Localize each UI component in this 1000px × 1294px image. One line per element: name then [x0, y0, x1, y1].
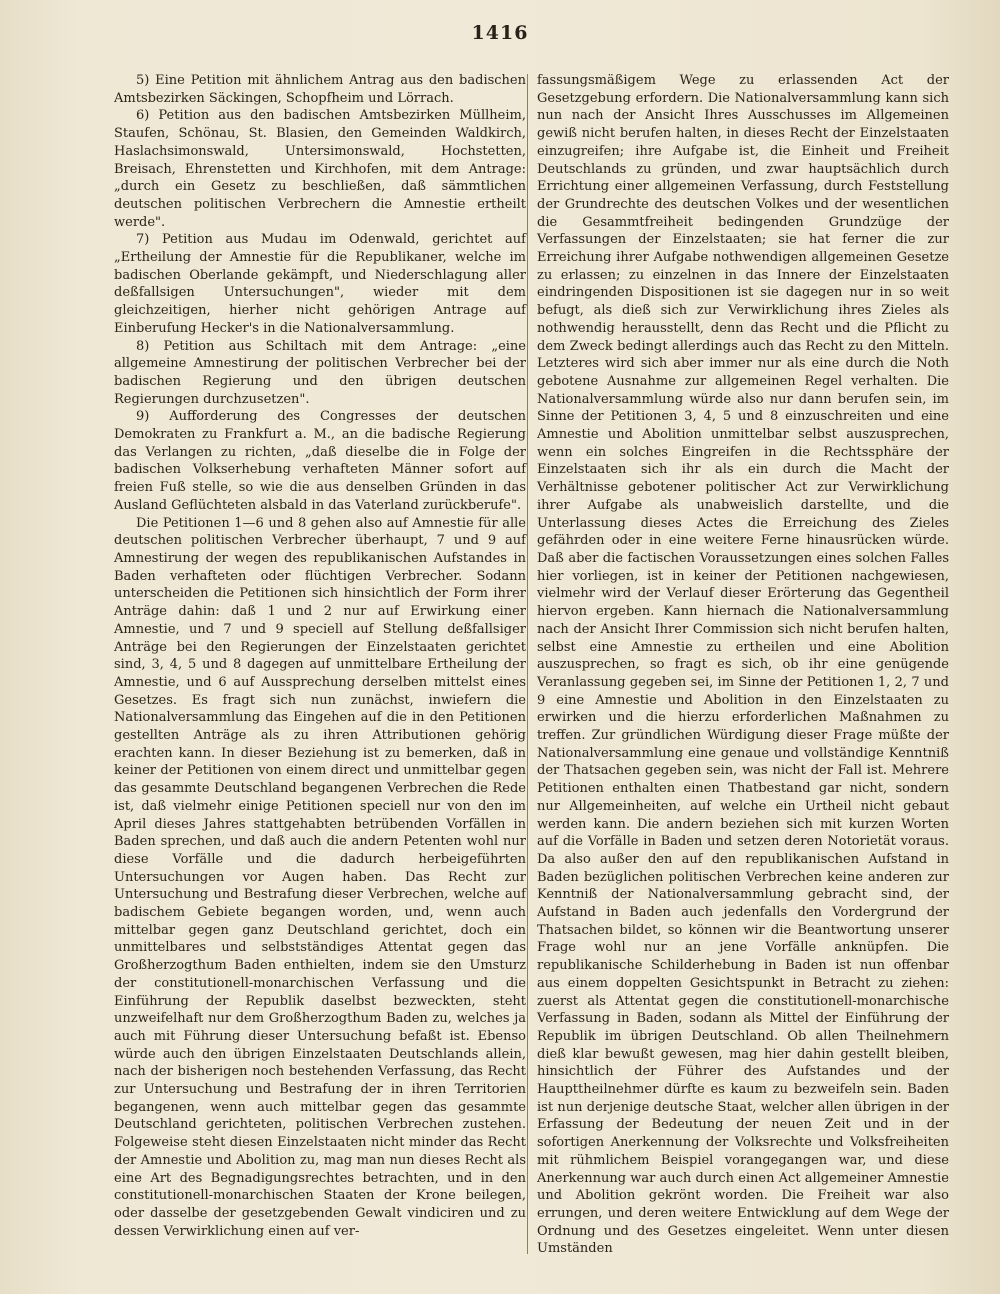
paragraph: 5) Eine Petition mit ähnlichem Antrag aus den badischen Amtsbezirken Säckingen, Schopfheim und Lörrach.	[114, 73, 526, 106]
paragraph: fassungsmäßigem Wege zu erlassenden Act der Gesetzgebung erfordern. Die Nationalversammlung kann sich nun nach der Ansicht Ihres Ausschusses im Allgemeinen gewiß nicht berufen halten, in dieses Recht der Einzelstaaten einzugreifen; ihre Aufgabe ist, die Einheit und Freiheit Deutschlands zu gründen, und zwar hauptsächlich durch Errichtung einer allgemeinen Verfassung, durch Feststellung der Grundrechte des deutschen Volkes und der wesentlichen die Gesammtfreiheit bedingenden Grundzüge der Verfassungen der Einzelstaaten; sie hat ferner die zur Erreichung ihrer Aufgabe nothwendigen allgemeinen Gesetze zu erlassen; zu einzelnen in das Innere der Einzelstaaten eindringenden Dispositionen ist sie dagegen nur in so weit befugt, als dieß sich zur Verwirklichung ihres Zieles als nothwendig herausstellt, denn das Recht und die Pflicht zu dem Zweck bedingt allerdings auch das Recht zu den Mitteln. Letzteres wird sich aber immer nur als eine durch die Noth gebotene Ausnahme zur allgemeinen Regel verhalten. Die Nationalversammlung würde also nur dann berufen sein, im Sinne der Petitionen 3, 4, 5 und 8 einzuschreiten und eine Amnestie und Abolition unmittelbar selbst auszusprechen, wenn ein solches Eingreifen in die Rechtssphäre der Einzelstaaten sich ihr als ein durch die Macht der Verhältnisse gebotener politischer Act zur Verwirklichung ihrer Aufgabe als unabweislich darstellte, und die Unterlassung dieses Actes die Erreichung des Zieles gefährden oder in eine weitere Ferne hinausrücken würde. Daß aber die factischen Voraussetzungen eines solchen Falles hier vorliegen, ist in keiner der Petitionen nachgewiesen, vielmehr wird der Verlauf dieser Erörterung das Gegentheil hiervon ergeben. Kann hiernach die Nationalversammlung nach der Ansicht Ihrer Commission sich nicht berufen halten, selbst eine Amnestie zu ertheilen und eine Abolition auszusprechen, so fragt es sich, ob ihr eine genügende Veranlassung gegeben sei, im Sinne der Petitionen 1, 2, 7 und 9 eine Amnestie und Abolition in den Einzelstaaten zu erwirken und die hierzu erforderlichen Maßnahmen zu treffen. Zur gründlichen Würdigung dieser Frage müßte der Nationalversammlung eine genaue und vollständige Kenntniß der Thatsachen gegeben sein, was nicht der Fall ist. Mehrere Petitionen enthalten einen Thatbestand gar nicht, sondern nur Allgemeinheiten, auf welche ein Urtheil nicht gebaut werden kann. Die andern beziehen sich mit kurzen Worten auf die Vorfälle in Baden und setzen deren Notorietät voraus. Da also außer den auf den republikanischen Aufstand in Baden bezüglichen politischen Verbrechen keine anderen zur Kenntniß der Nationalversammlung gebracht sind, der Aufstand in Baden auch jedenfalls den Vordergrund der Thatsachen bildet, so können wir die Beantwortung unserer Frage wohl nur an jene Vorfälle anknüpfen. Die republikanische Schilderhebung in Baden ist nun offenbar aus einem doppelten Gesichtspunkt in Betracht zu ziehen: zuerst als Attentat gegen die constitutionell-monarchische Verfassung in Baden, sodann als Mittel der Einführung der Republik im übrigen Deutschland. Ob allen Theilnehmern dieß klar bewußt gewesen, mag hier dahin gestellt bleiben, hinsichtlich der Führer des Aufstandes und der Haupttheilnehmer dürfte es kaum zu bezweifeln sein. Baden ist nun derjenige deutsche Staat, welcher allen übrigen in der Erfassung der Bedeutung der neuen Zeit und in der sofortigen Anerkennung der Volksrechte und Volksfreiheiten mit rühmlichem Beispiel vorangegangen war, und diese Anerkennung war auch durch einen Act allgemeiner Amnestie und Abolition gekrönt worden. Die Freiheit war also errungen, und deren weitere Entwicklung auf dem Wege der Ordnung und des Gesetzes eingeleitet. Wenn unter diesen Umständen	[537, 73, 949, 1257]
page-number: 1416	[471, 22, 529, 44]
paragraph: 7) Petition aus Mudau im Odenwald, gerichtet auf „Ertheilung der Amnestie für die Republikaner, welche im badischen Oberlande gekämpft, und Niederschlagung aller deßfallsigen Untersuchungen", wieder mit dem gleichzeitigen, hierher nicht gehörigen Antrage auf Einberufung Hecker's in die Nationalversammlung.	[114, 232, 526, 336]
paragraph: Die Petitionen 1—6 und 8 gehen also auf Amnestie für alle deutschen politischen Verbrecher überhaupt, 7 und 9 auf Amnestirung der wegen des republikanischen Aufstandes in Baden verhafteten oder flüchtigen Verbrecher. Sodann unterscheiden die Petitionen sich hinsichtlich der Form ihrer Anträge dahin: daß 1 und 2 nur auf Erwirkung einer Amnestie, und 7 und 9 speciell auf Stellung deßfallsiger Anträge bei den Regierungen der Einzelstaaten gerichtet sind, 3, 4, 5 und 8 dagegen auf unmittelbare Ertheilung der Amnestie, und 6 auf Aussprechung derselben mittelst eines Gesetzes. Es fragt sich nun zunächst, inwiefern die Nationalversammlung das Eingehen auf die in den Petitionen gestellten Anträge als zu ihren Attributionen gehörig erachten kann. In dieser Beziehung ist zu bemerken, daß in keiner der Petitionen von einem direct und unmittelbar gegen das gesammte Deutschland begangenen Verbrechen die Rede ist, daß vielmehr einige Petitionen speciell nur von den im April dieses Jahres stattgehabten betrübenden Vorfällen in Baden sprechen, und daß auch die andern Petenten wohl nur diese Vorfälle und die dadurch herbeigeführten Untersuchungen vor Augen haben. Das Recht zur Untersuchung und Bestrafung dieser Verbrechen, welche auf badischem Gebiete begangen worden, und, wenn auch mittelbar gegen ganz Deutschland gerichtet, doch ein unmittelbares und selbstständiges Attentat gegen das Großherzogthum Baden enthielten, indem sie den Umsturz der constitutionell-monarchischen Verfassung und die Einführung der Republik daselbst bezweckten, steht unzweifelhaft nur dem Großherzogthum Baden zu, welches ja auch mit Führung dieser Untersuchung befaßt ist. Ebenso würde auch den übrigen Einzelstaaten Deutschlands allein, nach der bisherigen noch bestehenden Verfassung, das Recht zur Untersuchung und Bestrafung der in ihren Territorien begangenen, wenn auch mittelbar gegen das gesammte Deutschland gerichteten, politischen Verbrechen zustehen. Folgeweise steht diesen Einzelstaaten nicht minder das Recht der Amnestie und Abolition zu, mag man nun dieses Recht als eine Art des Begnadigungsrechtes betrachten, und in den constitutionell-monarchischen Staaten der Krone beilegen, oder dasselbe der gesetzgebenden Gewalt vindiciren und zu dessen Verwirklichung einen auf ver-	[114, 515, 526, 1239]
left-column	[114, 72, 526, 1240]
paragraph: 8) Petition aus Schiltach mit dem Antrage: „eine allgemeine Amnestirung der politischen Verbrecher bei der badischen Regierung und den übrigen deutschen Regierungen durchzusetzen".	[114, 338, 526, 407]
paragraph: 6) Petition aus den badischen Amtsbezirken Müllheim, Staufen, Schönau, St. Blasien, den Gemeinden Waldkirch, Haslachsimonswald, Untersimonswald, Hochstetten, Breisach, Ehrenstetten und Kirchhofen, mit dem Antrage: „durch ein Gesetz zu beschließen, daß sämmtlichen deutschen politischen Verbrechern die Amnestie ertheilt werde".	[114, 108, 526, 230]
right-column	[537, 72, 949, 1258]
column-divider	[527, 74, 528, 1254]
paragraph: 9) Aufforderung des Congresses der deutschen Demokraten zu Frankfurt a. M., an die badische Regierung das Verlangen zu richten, „daß dieselbe die in Folge der badischen Volkserhebung verhafteten Männer sofort auf freien Fuß stelle, so wie die aus denselben Gründen in das Ausland Geflüchteten alsbald in das Vaterland zurückberufe".	[114, 409, 526, 513]
